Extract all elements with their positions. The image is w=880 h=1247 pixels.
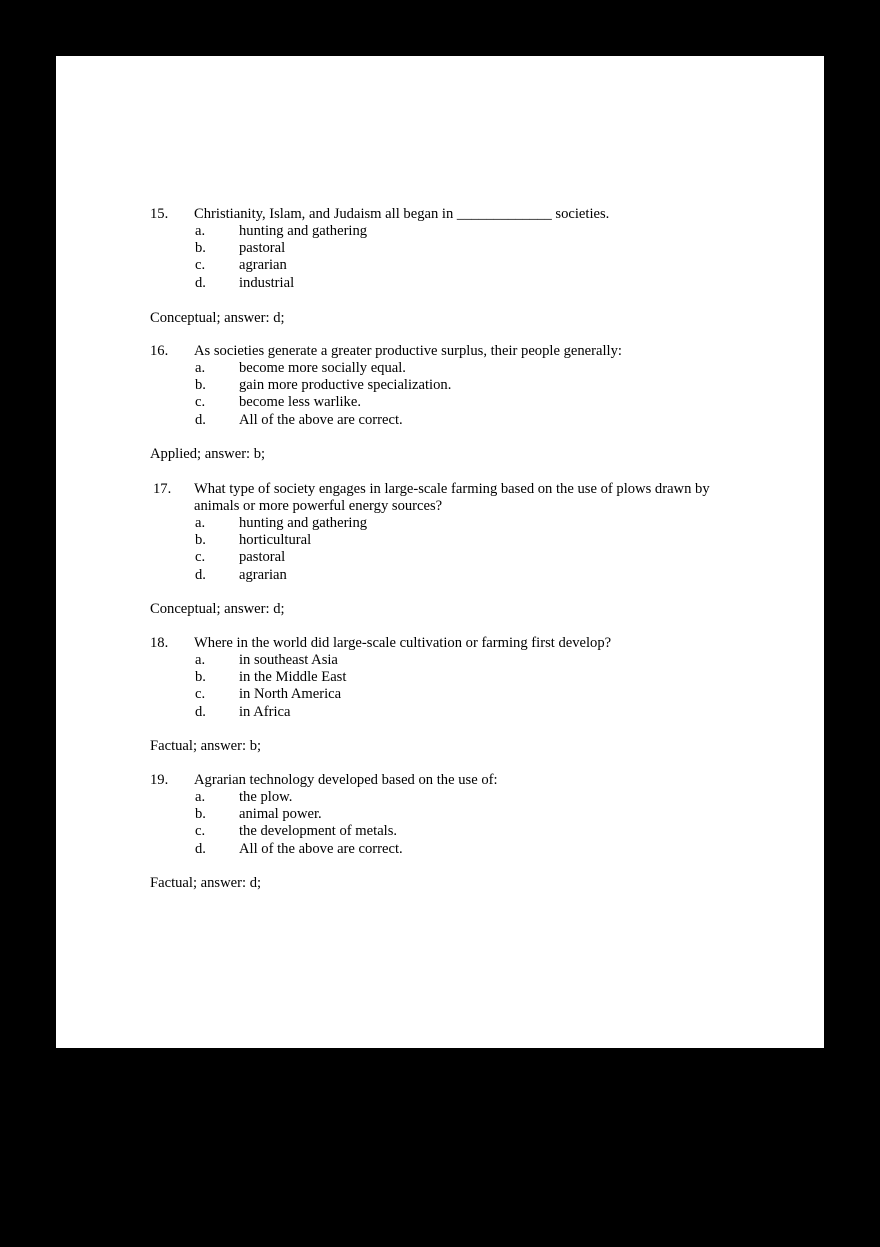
question-stem — [150, 635, 770, 652]
option-text: hunting and gathering — [239, 515, 368, 531]
option-a — [150, 652, 770, 669]
question-text: As societies generate a greater productive surplus, their people generally: — [194, 343, 622, 359]
question-number: 18. — [150, 635, 169, 651]
option-text: animal power. — [239, 806, 322, 823]
question-stem-line-2 — [150, 498, 770, 515]
option-b — [150, 377, 770, 394]
option-letter: c. — [195, 257, 206, 274]
option-letter: a. — [195, 515, 206, 531]
option-letter: d. — [195, 840, 206, 857]
question-stem-line-1 — [150, 481, 770, 498]
question-stem — [150, 343, 770, 360]
option-letter: b. — [195, 669, 206, 686]
document-page — [56, 56, 824, 1048]
option-c — [150, 394, 770, 411]
option-letter: b. — [195, 532, 206, 549]
question-text: Where in the world did large-scale cultivation or farming first develop? — [194, 635, 612, 651]
question-stem — [150, 772, 770, 789]
option-text: in Africa — [239, 703, 291, 720]
option-d — [150, 841, 770, 858]
option-text: become more socially equal. — [239, 360, 406, 376]
option-a — [150, 515, 770, 532]
option-d — [150, 567, 770, 584]
option-text: industrial — [239, 274, 295, 291]
option-text: in southeast Asia — [239, 652, 338, 668]
question-text-line-2: animals or more powerful energy sources? — [194, 498, 443, 514]
question-17 — [150, 481, 770, 584]
option-letter: c. — [195, 823, 206, 840]
option-letter: a. — [195, 360, 206, 376]
option-d — [150, 275, 770, 292]
option-text: in North America — [239, 686, 342, 703]
option-letter: d. — [195, 411, 206, 428]
option-b — [150, 240, 770, 257]
option-text: agrarian — [239, 257, 287, 274]
option-letter: c. — [195, 549, 206, 566]
question-15-answer-meta: Conceptual; answer: d; — [150, 310, 285, 326]
question-text: Christianity, Islam, and Judaism all began in _____________ societies. — [194, 206, 610, 222]
option-letter: a. — [195, 652, 206, 668]
option-text: agrarian — [239, 566, 287, 583]
question-number: 19. — [150, 772, 169, 788]
question-number: 16. — [150, 343, 169, 359]
question-text: Agrarian technology developed based on the use of: — [194, 772, 498, 788]
question-text-line-1: What type of society engages in large-scale farming based on the use of plows drawn by — [194, 481, 710, 497]
option-letter: a. — [195, 789, 206, 805]
option-text: All of the above are correct. — [239, 840, 403, 857]
question-18-answer-meta: Factual; answer: b; — [150, 738, 262, 754]
option-text: All of the above are correct. — [239, 411, 403, 428]
option-c — [150, 549, 770, 566]
option-text: hunting and gathering — [239, 223, 368, 239]
option-letter: d. — [195, 274, 206, 291]
option-b — [150, 669, 770, 686]
option-letter: a. — [195, 223, 206, 239]
question-number: 15. — [150, 206, 169, 222]
question-15 — [150, 206, 770, 292]
option-a — [150, 360, 770, 377]
option-a — [150, 789, 770, 806]
option-letter: b. — [195, 377, 206, 394]
question-17-answer-meta: Conceptual; answer: d; — [150, 601, 285, 617]
question-number: 17. — [153, 481, 172, 497]
option-b — [150, 806, 770, 823]
option-b — [150, 532, 770, 549]
option-text: horticultural — [239, 532, 312, 549]
option-text: pastoral — [239, 549, 286, 566]
option-text: in the Middle East — [239, 669, 347, 686]
option-letter: c. — [195, 394, 206, 411]
option-text: gain more productive specialization. — [239, 377, 452, 394]
option-text: pastoral — [239, 240, 286, 257]
question-16-answer-meta: Applied; answer: b; — [150, 446, 266, 462]
question-19-answer-meta: Factual; answer: d; — [150, 875, 262, 891]
question-19 — [150, 772, 770, 858]
option-letter: c. — [195, 686, 206, 703]
option-letter: b. — [195, 806, 206, 823]
option-d — [150, 412, 770, 429]
option-c — [150, 257, 770, 274]
question-stem — [150, 206, 770, 223]
option-letter: d. — [195, 703, 206, 720]
option-text: the plow. — [239, 789, 293, 805]
question-16 — [150, 343, 770, 429]
option-letter: d. — [195, 566, 206, 583]
option-d — [150, 704, 770, 721]
option-letter: b. — [195, 240, 206, 257]
question-18 — [150, 635, 770, 721]
option-text: become less warlike. — [239, 394, 361, 411]
option-a — [150, 223, 770, 240]
option-c — [150, 686, 770, 703]
option-text: the development of metals. — [239, 823, 398, 840]
option-c — [150, 823, 770, 840]
